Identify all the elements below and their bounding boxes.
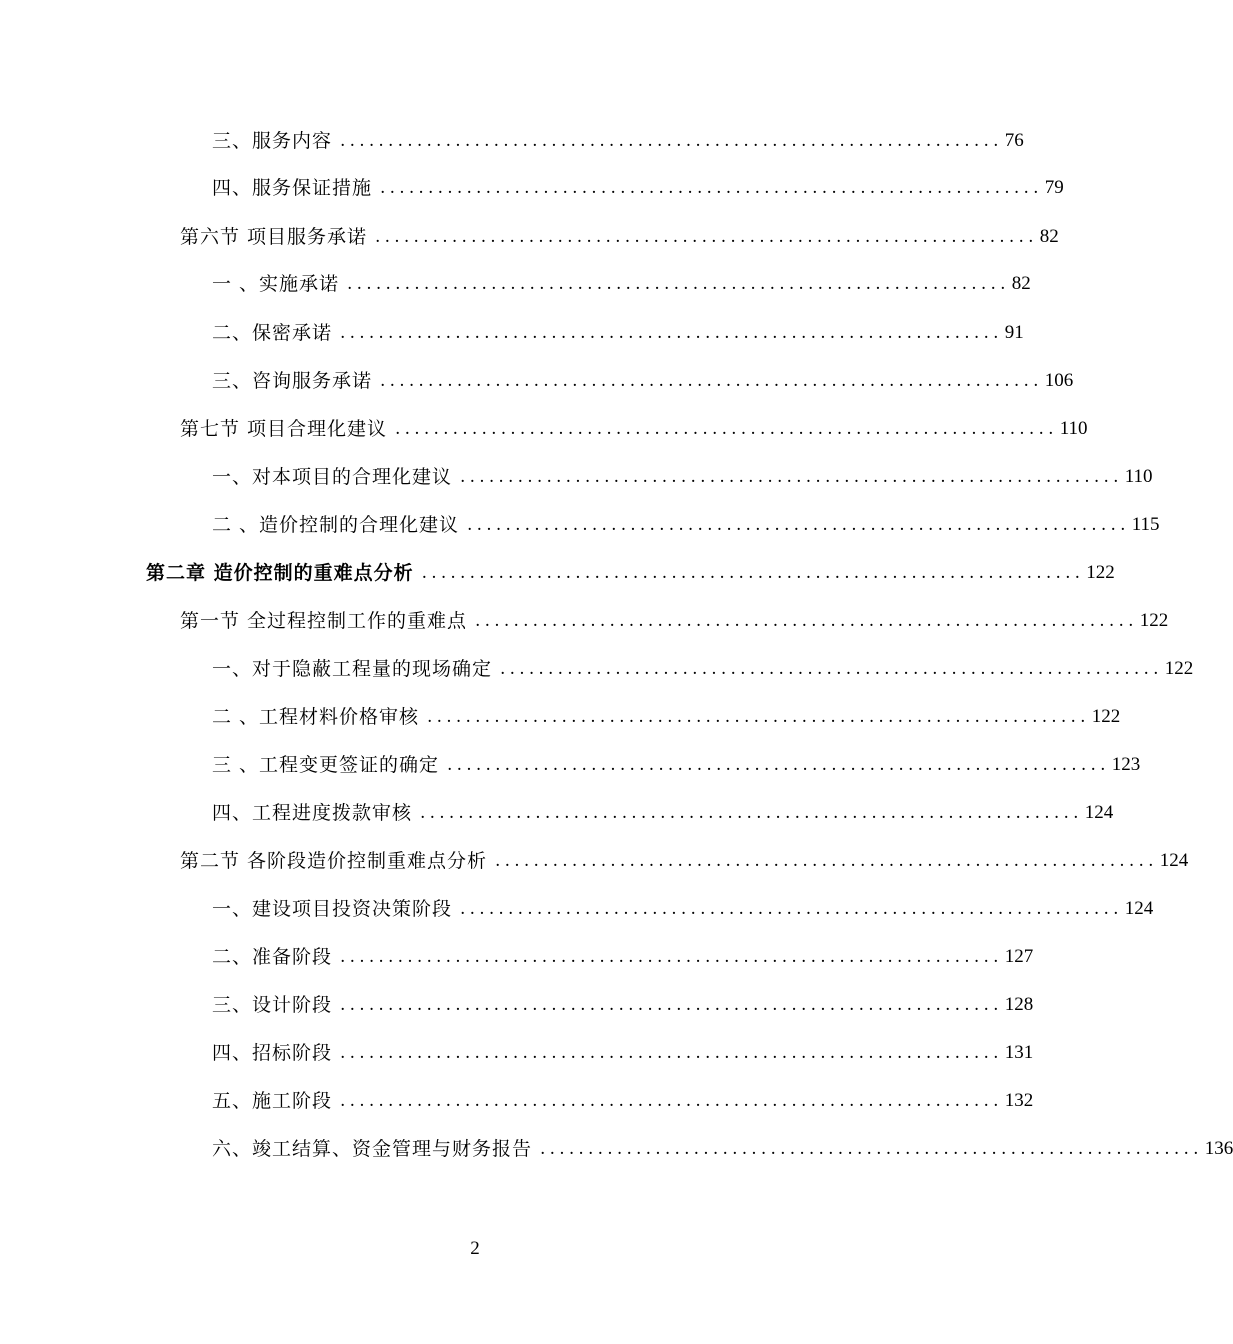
toc-page-number: 123 [1111,754,1141,775]
dot-leader: ..................................................................... [380,371,1043,391]
toc-entry-title: 三、设计阶段 [212,994,333,1016]
toc-entry[interactable] [212,943,1034,971]
dot-leader: ..................................................................... [420,803,1083,823]
dot-leader: ..................................................................... [340,1043,1003,1063]
toc-entry[interactable] [212,655,1194,683]
dot-leader: ..................................................................... [475,611,1138,631]
toc-page-number: 122 [1086,562,1115,583]
dot-leader: ..................................................................... [340,1091,1003,1111]
toc-entry-title: 二、保密承诺 [212,322,333,344]
dot-leader: ..................................................................... [500,659,1163,679]
toc-page-number: 106 [1044,370,1074,391]
toc-page-number: 82 [1039,226,1059,247]
toc-entry[interactable] [212,511,1160,539]
toc-entry-title: 二 、工程材料价格审核 [212,706,420,728]
toc-entry[interactable] [212,319,1024,347]
toc-entry[interactable] [212,174,1064,202]
dot-leader: ..................................................................... [427,707,1090,727]
toc-entry-title: 四、工程进度拨款审核 [212,802,413,824]
toc-page-number: 122 [1091,706,1121,727]
toc-entry[interactable] [180,607,1169,635]
toc-entry-title: 四、招标阶段 [212,1042,333,1064]
toc-entry[interactable] [212,127,1024,155]
toc-entry-title: 二 、造价控制的合理化建议 [212,514,460,536]
toc-entry-title: 第二节 各阶段造价控制重难点分析 [180,850,488,872]
dot-leader: ..................................................................... [460,467,1123,487]
toc-entry[interactable] [180,847,1189,875]
dot-leader: ..................................................................... [447,755,1110,775]
toc-page-number: 122 [1164,658,1194,679]
toc-entry-title: 第二章 造价控制的重难点分析 [146,562,414,584]
toc-entry-title: 三 、工程变更签证的确定 [212,754,440,776]
toc-entry-title: 六、竣工结算、资金管理与财务报告 [212,1138,533,1160]
toc-page-number: 128 [1004,994,1034,1015]
toc-page-number: 110 [1124,466,1153,487]
toc-entry-title: 三、服务内容 [212,130,333,152]
dot-leader: ..................................................................... [467,515,1130,535]
toc-entry[interactable] [212,703,1121,731]
toc-entry[interactable] [212,1135,1233,1163]
toc-entry-title: 一、建设项目投资决策阶段 [212,898,453,920]
toc-entry[interactable] [212,991,1034,1019]
toc-chapter-entry[interactable] [146,559,1115,587]
dot-leader: ..................................................................... [380,178,1043,198]
toc-page-number: 91 [1004,322,1024,343]
toc-entry-title: 一、对于隐蔽工程量的现场确定 [212,658,493,680]
toc-entry-title: 二、准备阶段 [212,946,333,968]
toc-entry-title: 第一节 全过程控制工作的重难点 [180,610,468,632]
toc-page-number: 115 [1131,514,1160,535]
dot-leader: ..................................................................... [340,131,1003,151]
dot-leader: ..................................................................... [395,419,1058,439]
dot-leader: ..................................................................... [421,563,1085,583]
toc-page-number: 110 [1059,418,1088,439]
dot-leader: ..................................................................... [340,995,1003,1015]
toc-entry[interactable] [212,367,1074,395]
toc-entry-title: 四、服务保证措施 [212,177,373,199]
toc-page-number: 131 [1004,1042,1034,1063]
page-number-footer: 2 [470,1238,480,1259]
dot-leader: ..................................................................... [340,947,1003,967]
toc-page-number: 82 [1011,273,1031,294]
dot-leader: ..................................................................... [460,899,1123,919]
toc-entry-title: 第六节 项目服务承诺 [180,226,368,248]
toc-entry[interactable] [212,1087,1034,1115]
toc-page-number: 132 [1004,1090,1034,1111]
dot-leader: ..................................................................... [347,274,1010,294]
dot-leader: ..................................................................... [375,227,1038,247]
toc-entry-title: 五、施工阶段 [212,1090,333,1112]
toc-page-number: 124 [1124,898,1154,919]
toc-entry-title: 第七节 项目合理化建议 [180,418,388,440]
toc-entry[interactable] [212,751,1141,779]
toc-page-number: 122 [1139,610,1169,631]
toc-page-number: 124 [1159,850,1189,871]
toc-entry[interactable] [180,415,1088,443]
toc-entry[interactable] [180,223,1059,251]
toc-page-number: 79 [1044,177,1064,198]
toc-entry-title: 一 、实施承诺 [212,273,340,295]
dot-leader: ..................................................................... [540,1139,1203,1159]
toc-page-number: 136 [1204,1138,1233,1159]
toc-entry[interactable] [212,463,1153,491]
toc-entry-title: 三、咨询服务承诺 [212,370,373,392]
toc-page-number: 127 [1004,946,1034,967]
toc-page-number: 124 [1084,802,1114,823]
dot-leader: ..................................................................... [495,851,1158,871]
toc-entry[interactable] [212,895,1154,923]
toc-entry[interactable] [212,799,1114,827]
dot-leader: ..................................................................... [340,323,1003,343]
toc-page-number: 76 [1004,130,1024,151]
toc-entry[interactable] [212,270,1031,298]
toc-entry[interactable] [212,1039,1034,1067]
toc-entry-title: 一、对本项目的合理化建议 [212,466,453,488]
